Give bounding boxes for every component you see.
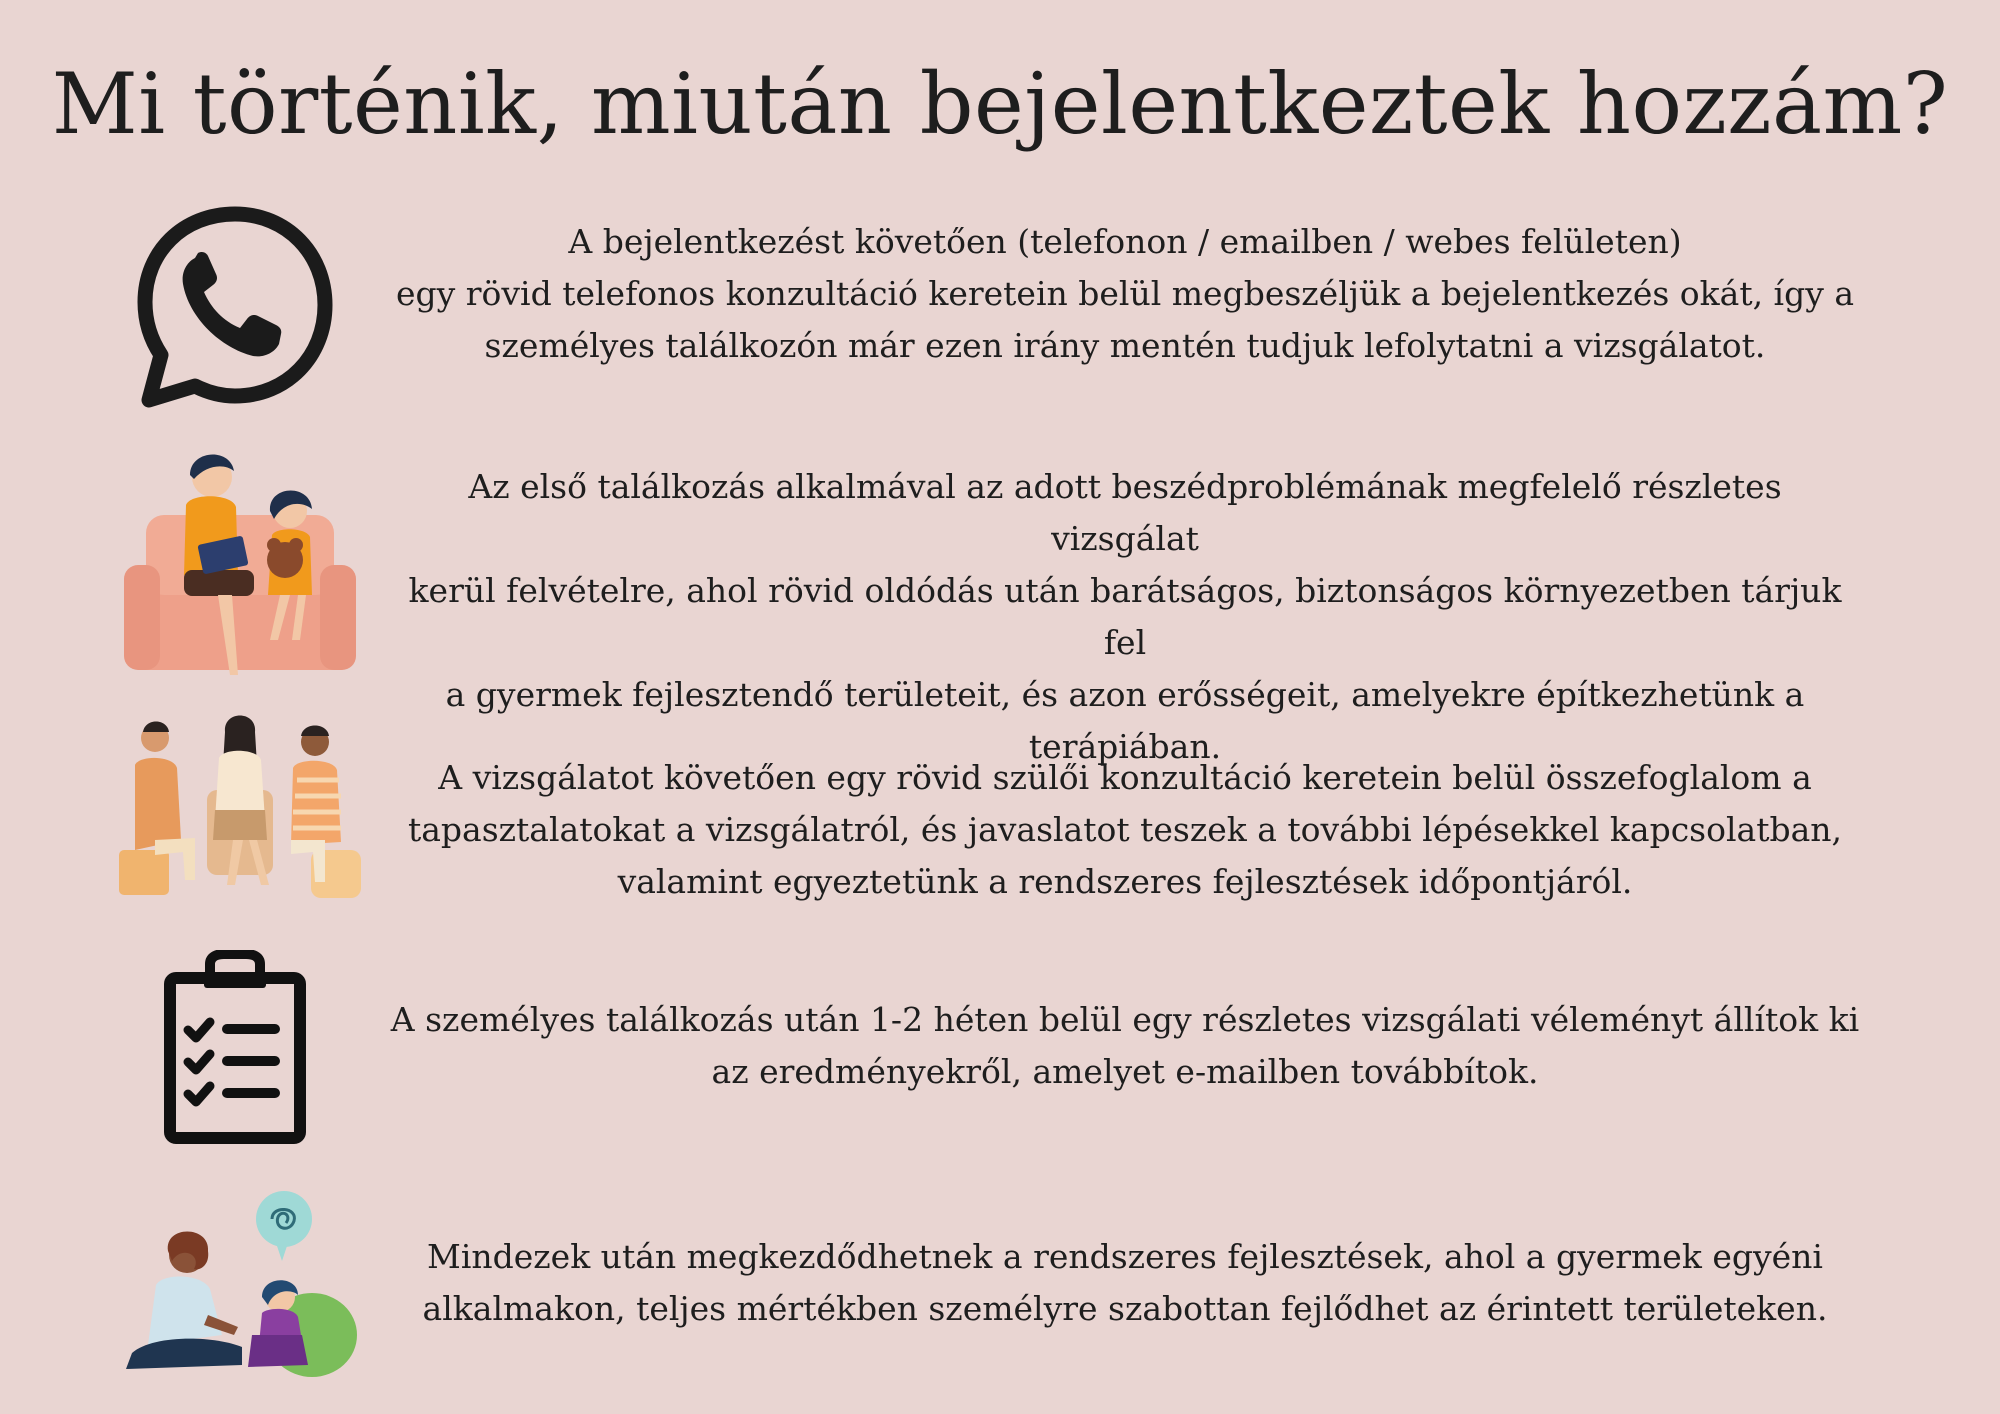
- therapy-session-illustration: [112, 1185, 362, 1380]
- step-text: Az első találkozás alkalmával az adott beszédproblémának megfelelő részletes vizsgálat kerül felvételre, ahol rövid oldódás után barátságos, biztonságos környezetben tárjuk fel a gyermek fejlesztendő területeit, és azon erősségeit, amelyekre építkezhetünk a terápiában.: [408, 467, 1842, 766]
- phone-chat-icon: [125, 200, 345, 410]
- step-text: A vizsgálatot követően egy rövid szülői konzultáció keretein belül összefoglalom a tapasztalatokat a vizsgálatról, és javaslatot teszek a további lépésekkel kapcsolatban, valamint egyeztetünk a rendszeres fejlesztések időpontjáról.: [407, 758, 1843, 901]
- clipboard-checklist-icon: [160, 950, 310, 1145]
- page-title: Mi történik, miután bejelentkeztek hozzám?: [51, 55, 1949, 153]
- parent-consultation-illustration: [115, 710, 365, 905]
- step-text: Mindezek után megkezdődhetnek a rendszeres fejlesztések, ahol a gyermek egyéni alkalmakon, teljes mértékben személyre szabottan fejlődhet az érintett területeken.: [422, 1237, 1828, 1328]
- therapist-child-illustration: [120, 435, 360, 685]
- step-text: A bejelentkezést követően (telefonon / emailben / webes felületen) egy rövid telefonos konzultáció keretein belül megbeszéljük a bejelentkezés okát, így a személyes találkozón már ezen irány mentén tudjuk lefolytatni a vizsgálatot.: [395, 222, 1855, 365]
- step-text: A személyes találkozás után 1-2 héten belül egy részletes vizsgálati véleményt állítok ki az eredményekről, amelyet e-mailben továbbítok.: [390, 1000, 1860, 1091]
